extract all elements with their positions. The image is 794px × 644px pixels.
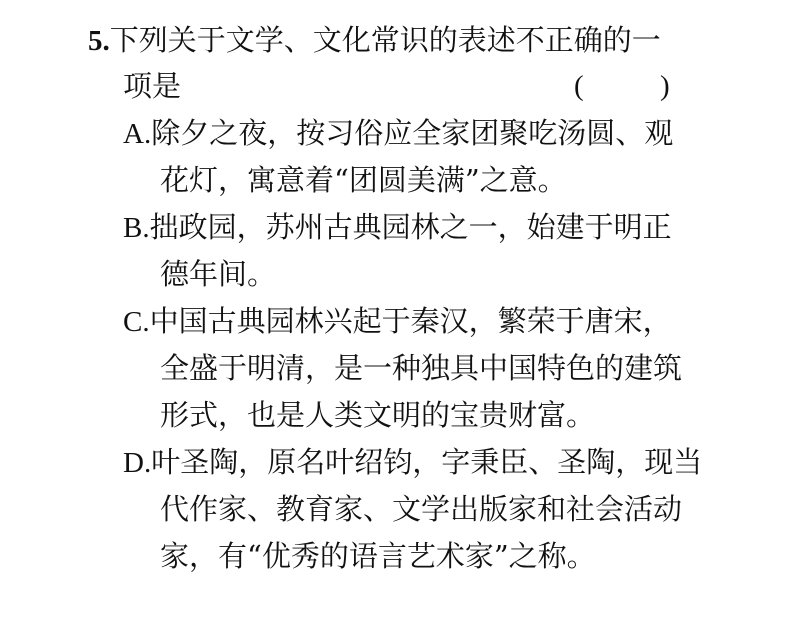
option-c-line-3: [160, 395, 595, 435]
option-d-line-2: [160, 489, 682, 529]
answer-paren-open: (: [574, 70, 584, 102]
option-a-line-1: [123, 113, 673, 154]
option-a-text-1: 除夕之夜，按习俗应全家团聚吃汤圆、观: [151, 116, 674, 150]
option-b-text-1: 拙政园，苏州古典园林之一，始建于明正: [149, 210, 672, 244]
question-stem-text-2: 项是: [123, 69, 182, 103]
option-d-letter: D.: [123, 447, 152, 479]
option-a-text-2: 花灯，寓意着“团圆美满”之意。: [160, 163, 567, 197]
answer-paren-close: ): [660, 70, 670, 102]
option-d-text-1: 叶圣陶，原名叶绍钧，字秉臣、圣陶，现当: [151, 445, 703, 479]
question-number: 5.: [88, 25, 110, 57]
option-c-text-1: 中国古典园林兴起于秦汉，繁荣于唐宋，: [149, 304, 672, 338]
option-b-line-2: [160, 254, 276, 294]
option-c-text-3: 形式，也是人类文明的宝贵财富。: [160, 398, 596, 432]
question-stem-line-1: [88, 20, 661, 61]
option-a-line-2: [160, 160, 567, 200]
option-d-text-3: 家，有“优秀的语言艺术家”之称。: [160, 539, 596, 573]
option-c-line-1: [123, 301, 672, 342]
question-stem-line-2: [123, 66, 181, 106]
option-c-text-2: 全盛于明清，是一种独具中国特色的建筑: [160, 351, 683, 385]
option-b-letter: B.: [123, 212, 150, 244]
question-stem-text-1: 下列关于文学、文化常识的表述不正确的一: [109, 23, 661, 57]
option-c-line-2: [160, 348, 682, 388]
option-b-text-2: 德年间。: [160, 257, 277, 291]
option-b-line-1: [123, 207, 672, 248]
option-d-text-2: 代作家、教育家、文学出版家和社会活动: [160, 492, 683, 526]
option-d-line-1: [123, 442, 702, 483]
option-c-letter: C.: [123, 306, 150, 338]
option-a-letter: A.: [123, 118, 152, 150]
option-d-line-3: [160, 536, 596, 576]
